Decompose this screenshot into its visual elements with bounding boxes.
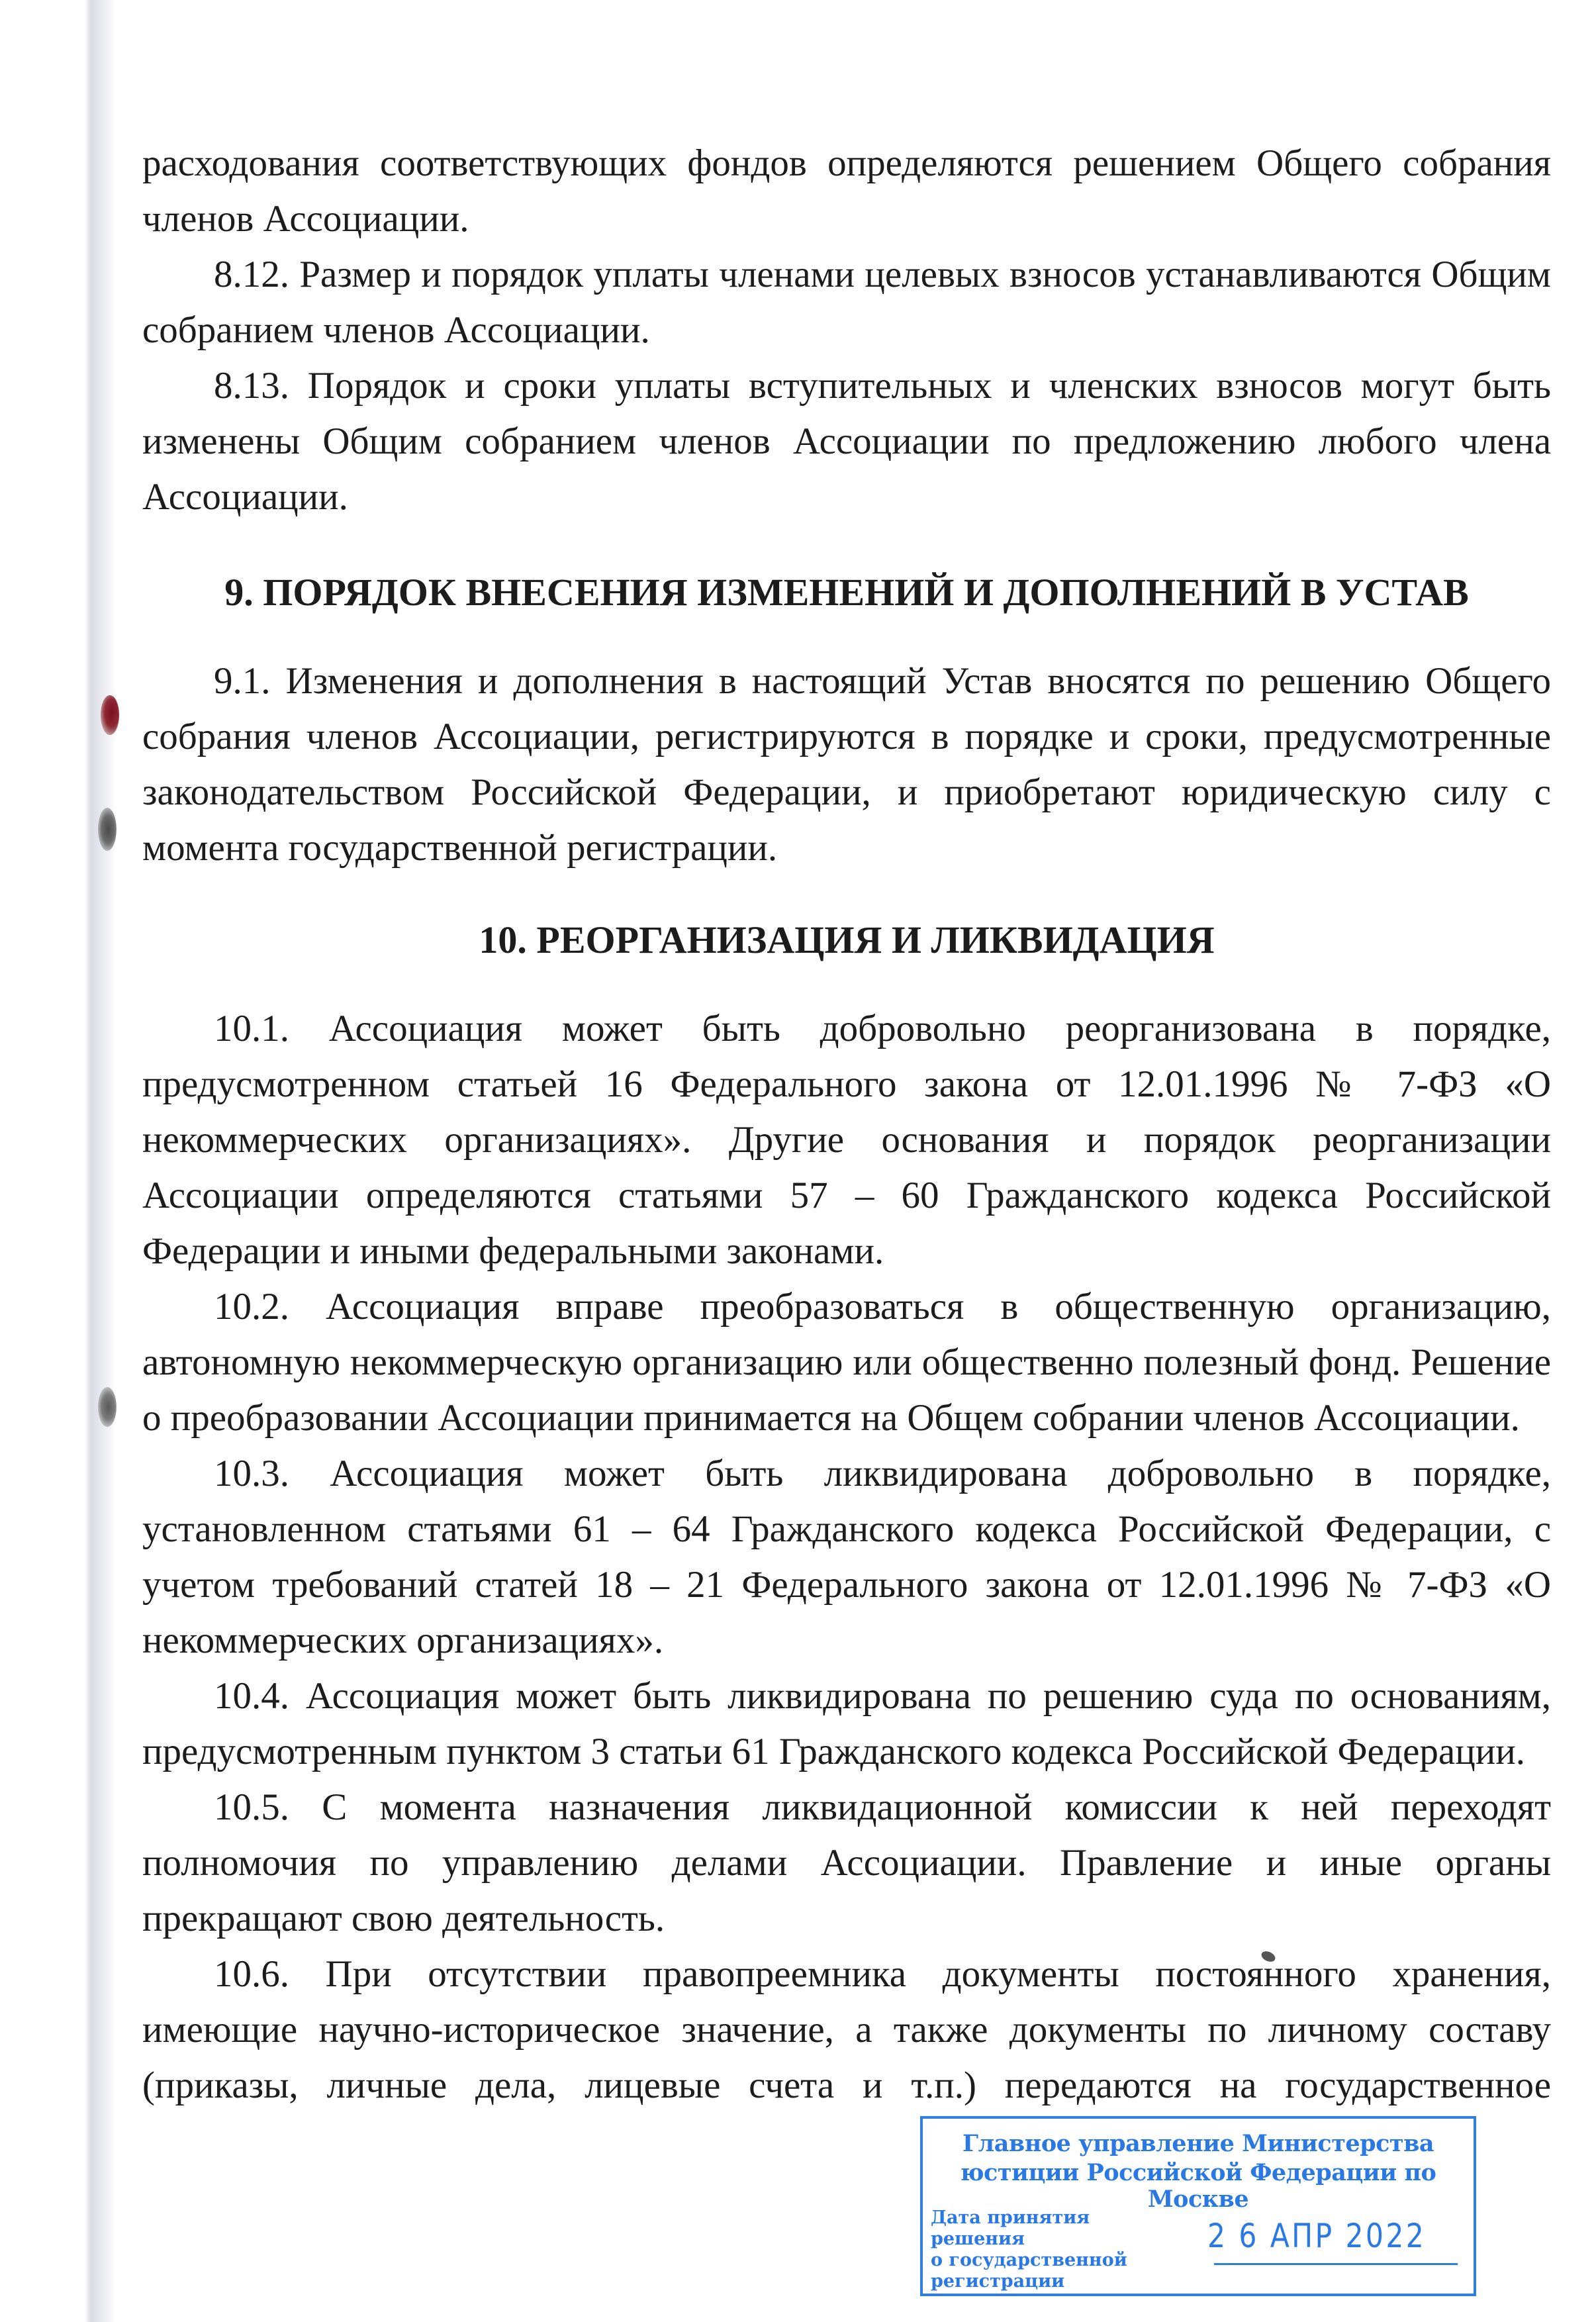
section-9-heading: 9. ПОРЯДОК ВНЕСЕНИЯ ИЗМЕНЕНИЙ И ДОПОЛНЕНИЙ В УСТАВ (224, 571, 1469, 614)
document-page (142, 136, 1551, 2113)
stamp-label-line-1: Дата принятия решения (931, 2207, 1090, 2249)
section-10-heading: 10. РЕОРГАНИЗАЦИЯ И ЛИКВИДАЦИЯ (479, 918, 1215, 961)
registration-stamp (920, 2116, 1476, 2296)
stamp-date-label (931, 2207, 1149, 2292)
stamp-authority-line-1: Главное управление Министерства (962, 2130, 1434, 2157)
paragraph-8-12: 8.12. Размер и порядок уплаты членами целевых взносов устанавливаются Общим собранием членов Ассоциации. (142, 254, 1551, 351)
stamp-registration-date: 2 6 АПР 2022 (1207, 2217, 1427, 2255)
binder-hole-mark (101, 695, 119, 735)
stamp-date-underline (1214, 2263, 1458, 2265)
paragraph-9-1: 9.1. Изменения и дополнения в настоящий Устав вносятся по решению Общего собрания членов Ассоциации, регистрируются в порядке и сроки, предусмотренные законодательством Российской Федерации, и приобретают юридическую силу с момента государственной регистрации. (142, 660, 1551, 869)
paragraph-10-5: 10.5. С момента назначения ликвидационной комиссии к ней переходят полномочия по управлению делами Ассоциации. Правление и иные органы прекращают свою деятельность. (142, 1786, 1551, 1939)
stamp-label-line-2: о государственной (931, 2250, 1127, 2270)
paragraph-10-3: 10.3. Ассоциация может быть ликвидирована добровольно в порядке, установленном статьями 61 – 64 Гражданского кодекса Российской Федерации, с учетом требований статей 18 – 21 Федерального закона от 12.01.1996 № 7-ФЗ «О некоммерческих организациях». (142, 1453, 1551, 1661)
stamp-authority-line-2: юстиции Российской Федерации по Москве (960, 2159, 1436, 2213)
paragraph-8-11-tail: расходования соответствующих фондов определяются решением Общего собрания членов Ассоциации. (142, 142, 1551, 240)
paragraph-10-2: 10.2. Ассоциация вправе преобразоваться в общественную организацию, автономную некоммерческую организацию или общественно полезный фонд. Решение о преобразовании Ассоциации принимается на Общем собрании членов Ассоциации. (142, 1286, 1551, 1439)
scan-binding-shadow (0, 0, 116, 2322)
binder-hole-mark (98, 1387, 117, 1427)
paragraph-10-6: 10.6. При отсутствии правопреемника документы постоянного хранения, имеющие научно-историческое значение, а также документы по личному составу (приказы, личные дела, лицевые счета и т.п.) передаются на государственное (142, 1953, 1551, 2106)
binder-hole-mark (98, 808, 117, 851)
paragraph-10-1: 10.1. Ассоциация может быть добровольно реорганизована в порядке, предусмотренном статьей 16 Федерального закона от 12.01.1996 № 7-ФЗ «О некоммерческих организациях». Другие основания и порядок реорганизации Ассоциации определяются статьями 57 – 60 Гражданского кодекса Российской Федерации и иными федеральными законами. (142, 1008, 1551, 1272)
stamp-label-line-3: регистрации (931, 2271, 1065, 2292)
paragraph-10-4: 10.4. Ассоциация может быть ликвидирована по решению суда по основаниям, предусмотренным пунктом 3 статьи 61 Гражданского кодекса Российской Федерации. (142, 1675, 1551, 1772)
scan-top-margin (0, 0, 1596, 11)
paragraph-8-13: 8.13. Порядок и сроки уплаты вступительных и членских взносов могут быть изменены Общим собранием членов Ассоциации по предложению любого члена Ассоциации. (142, 365, 1551, 518)
